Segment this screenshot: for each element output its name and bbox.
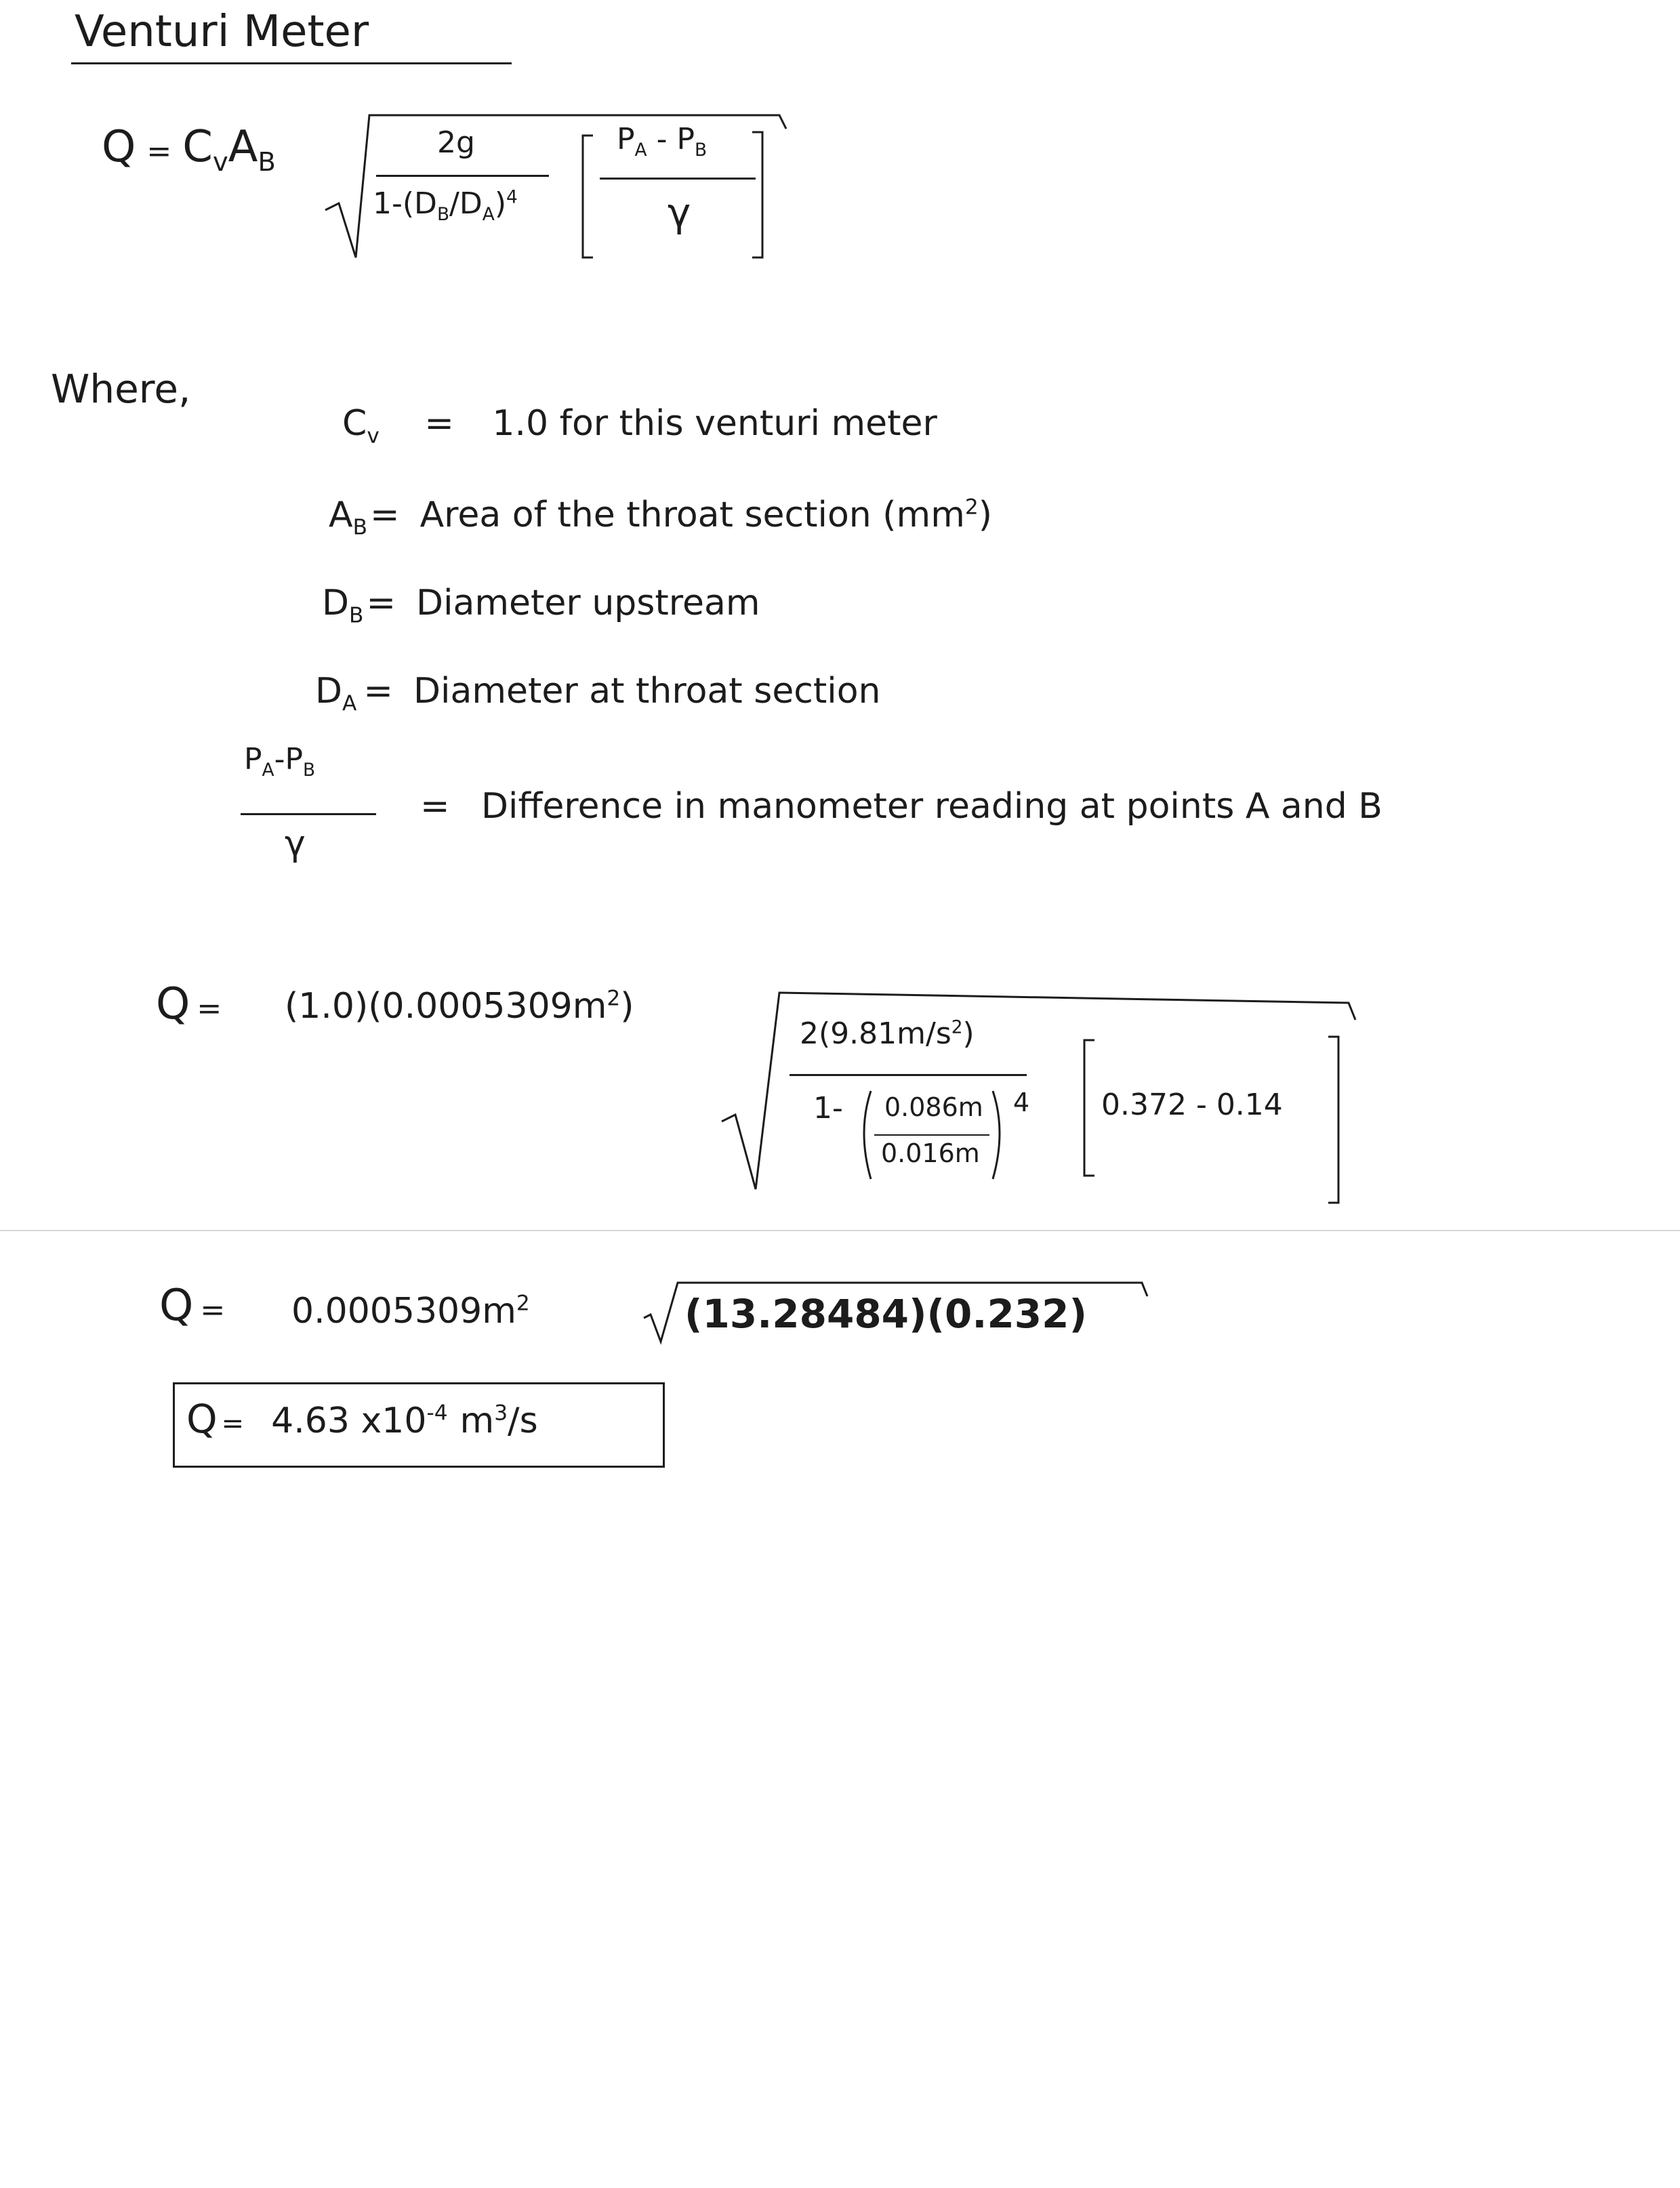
where-pa: P bbox=[244, 742, 262, 777]
sub-den-pow: 4 bbox=[1013, 1088, 1030, 1117]
formula-num-2g: 2g bbox=[437, 125, 475, 160]
where-frac-line bbox=[241, 813, 376, 815]
result-unit-end: /s bbox=[508, 1401, 538, 1441]
bracket-gamma: γ bbox=[668, 190, 691, 236]
where-eq: = bbox=[366, 583, 396, 623]
where-frac-desc: Difference in manometer reading at points A and B bbox=[481, 786, 1382, 827]
den-da-sub: A bbox=[482, 203, 495, 225]
where-desc: Diameter at throat section bbox=[413, 671, 881, 711]
sub-q: Q bbox=[156, 979, 190, 1029]
where-desc: Diameter upstream bbox=[416, 583, 760, 623]
bracket-pb-sub: B bbox=[695, 139, 708, 161]
sub-num bbox=[800, 1016, 975, 1051]
where-item-ab bbox=[329, 495, 992, 539]
page-title: Venturi Meter bbox=[75, 7, 369, 57]
where-pb: P bbox=[285, 742, 304, 777]
simp-root: (13.28484)(0.232) bbox=[684, 1291, 1088, 1337]
where-sub: B bbox=[349, 603, 364, 628]
sub-lhs bbox=[156, 979, 242, 1029]
sub-den-frac-num: 0.086m bbox=[884, 1092, 983, 1122]
where-sym: D bbox=[322, 583, 350, 623]
simp-eq: = bbox=[200, 1293, 226, 1327]
sub-term1 bbox=[285, 986, 634, 1027]
bracket-minus: - bbox=[656, 122, 668, 157]
formula-den: $1-(D_B/D_A)^4$ bbox=[373, 186, 518, 225]
formula-cv-sub: v bbox=[212, 146, 228, 178]
where-item-da bbox=[315, 671, 881, 716]
sub-eq: = bbox=[197, 991, 222, 1026]
sub-term1-sup: 2 bbox=[607, 986, 621, 1011]
formula-frac-line bbox=[376, 175, 549, 177]
result-line bbox=[186, 1396, 538, 1442]
formula-q: Q bbox=[102, 122, 136, 172]
sub-bracket: 0.372 - 0.14 bbox=[1101, 1088, 1283, 1122]
sub-term1-text: (1.0)(0.0005309m bbox=[285, 986, 607, 1027]
sub-term1-end: ) bbox=[620, 986, 634, 1027]
where-eq: = bbox=[363, 671, 393, 711]
where-sub: v bbox=[367, 424, 380, 449]
where-sub: A bbox=[342, 691, 357, 716]
formula-eq: = bbox=[146, 134, 172, 169]
den-pre: 1- bbox=[373, 186, 403, 221]
where-frac-eq: = bbox=[420, 786, 450, 827]
den-pow: 4 bbox=[506, 186, 518, 208]
sub-num-text: 2(9.81m/s bbox=[800, 1016, 951, 1051]
where-item-db bbox=[322, 583, 760, 627]
page-divider bbox=[0, 1230, 1680, 1231]
den-db-sub: B bbox=[436, 203, 450, 225]
sub-frac-line bbox=[790, 1074, 1027, 1076]
sub-num-end: ) bbox=[962, 1016, 975, 1051]
result-unit: m bbox=[459, 1401, 495, 1441]
formula-ab: A bbox=[228, 122, 258, 172]
result-exp: -4 bbox=[426, 1401, 448, 1426]
where-sym: C bbox=[342, 403, 367, 444]
where-minus: - bbox=[274, 742, 285, 777]
result-q: Q bbox=[186, 1396, 218, 1442]
where-label: Where, bbox=[51, 366, 191, 412]
result-unit-sup: 3 bbox=[494, 1401, 508, 1426]
sub-den-frac-den: 0.016m bbox=[881, 1138, 980, 1168]
where-eq: = bbox=[424, 403, 454, 444]
where-desc: 1.0 for this venturi meter bbox=[492, 403, 937, 444]
formula-lhs bbox=[102, 122, 276, 178]
simp-value bbox=[291, 1291, 530, 1332]
where-eq: = bbox=[369, 495, 400, 535]
where-pb-sub: B bbox=[303, 759, 316, 781]
title-underline bbox=[71, 62, 512, 64]
where-frac-gamma: γ bbox=[285, 823, 306, 864]
simp-q: Q bbox=[159, 1281, 194, 1331]
formula-cv: C bbox=[182, 122, 213, 172]
bracket-pa: P bbox=[617, 122, 635, 157]
where-pa-sub: A bbox=[262, 759, 274, 781]
den-db: D bbox=[414, 186, 437, 221]
sub-den-pre: 1- bbox=[813, 1091, 843, 1126]
where-frac-num bbox=[244, 742, 315, 781]
formula-ab-sub: B bbox=[258, 146, 276, 178]
sub-num-sup: 2 bbox=[951, 1016, 963, 1038]
simp-value-sup: 2 bbox=[516, 1291, 530, 1316]
simp-value-text: 0.0005309m bbox=[291, 1291, 516, 1332]
bracket-pb: P bbox=[676, 122, 695, 157]
where-item-cv bbox=[342, 403, 937, 448]
where-sub: B bbox=[352, 515, 367, 540]
where-desc-end: ) bbox=[978, 495, 993, 535]
where-sym: D bbox=[315, 671, 343, 711]
bracket-pa-sub: A bbox=[634, 139, 647, 161]
where-desc: Area of the throat section (mm bbox=[419, 495, 965, 535]
where-sym: A bbox=[329, 495, 353, 535]
den-slash: / bbox=[449, 186, 459, 221]
bracket-num bbox=[617, 122, 707, 161]
where-sup: 2 bbox=[964, 495, 979, 520]
result-value: 4.63 x10 bbox=[271, 1401, 427, 1441]
bracket-frac-line bbox=[600, 178, 756, 180]
den-da: D bbox=[459, 186, 483, 221]
simp-lhs bbox=[159, 1281, 245, 1331]
result-eq: = bbox=[221, 1408, 245, 1439]
